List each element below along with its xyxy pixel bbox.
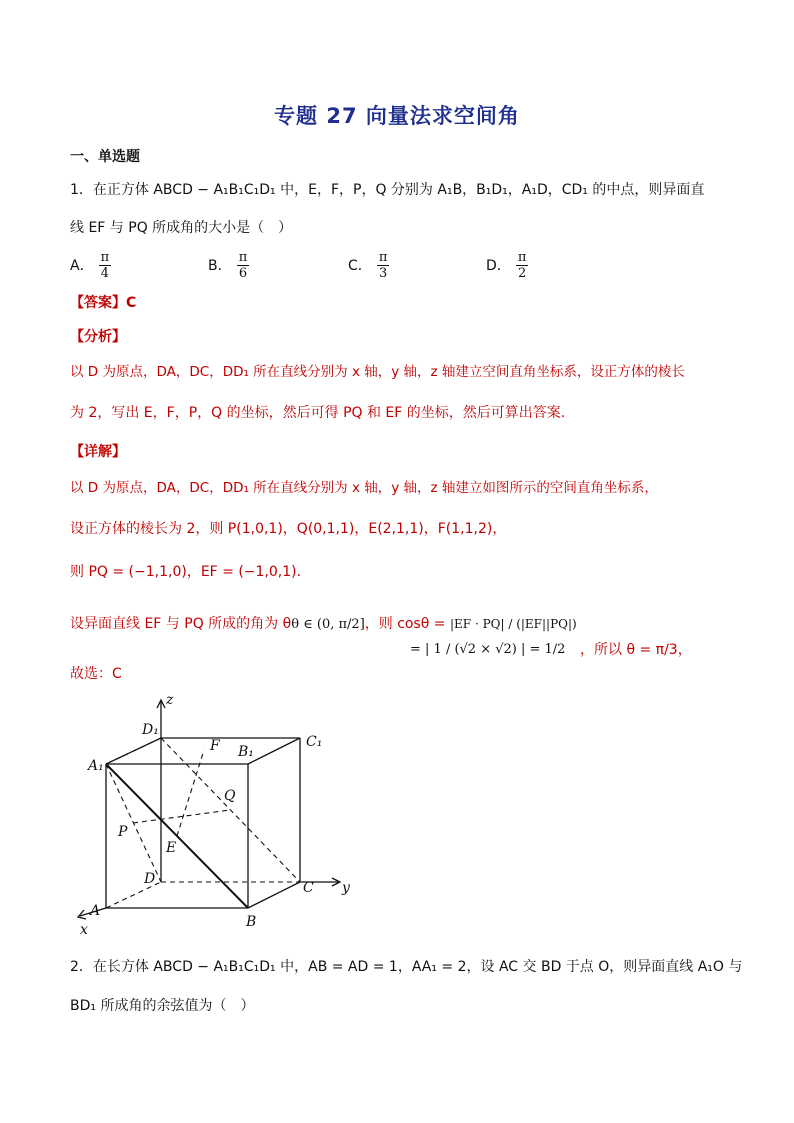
- theta-result: ，所以 θ = π/3，: [580, 642, 692, 658]
- answer-tag: 【答案】C: [70, 295, 137, 311]
- label-D: D: [144, 871, 156, 887]
- label-C1: C₁: [306, 734, 323, 750]
- label-Q: Q: [224, 788, 236, 804]
- conclusion: 故选：C: [70, 666, 122, 682]
- label-x: x: [80, 922, 88, 938]
- q1-option-b: B． $\frac{\pi}{6}$: [208, 250, 248, 281]
- option-b-fraction: $\frac{\pi}{6}$: [238, 250, 248, 281]
- option-a-fraction: $\frac{\pi}{4}$: [100, 250, 110, 281]
- cube-figure: [70, 690, 370, 940]
- q2-stem-line2: BD₁ 所成角的余弦值为（ ）: [70, 998, 255, 1014]
- q1-option-c: C． $\frac{\pi}{3}$: [348, 250, 388, 281]
- cos-result: = | 1 / (√2 × √2) | = 1/2: [410, 642, 566, 657]
- q1-stem-line2: 线 EF 与 PQ 所成角的大小是（ ）: [70, 220, 293, 236]
- q1-option-d: D． $\frac{\pi}{2}$: [486, 250, 527, 281]
- detail-line4: 设异面直线 EF 与 PQ 所成的角为 θθ ∈ (0, π/2]，则 cosθ = |EF · PQ| / (|EF||PQ|): [70, 616, 577, 632]
- q1-stem-line1: 1．在正方体 ABCD − A₁B₁C₁D₁ 中，E，F，P，Q 分别为 A₁B，B₁D₁，A₁D，CD₁ 的中点，则异面直: [70, 182, 705, 198]
- detail-tag: 【详解】: [70, 444, 126, 460]
- detail-line2: 设正方体的棱长为 2，则 P(1,0,1)，Q(0,1,1)，E(2,1,1)，F(1,1,2)，: [70, 521, 507, 537]
- section-heading: 一、单选题: [70, 149, 140, 165]
- label-F: F: [210, 738, 220, 754]
- label-B1: B₁: [238, 744, 254, 760]
- label-A1: A₁: [88, 758, 104, 774]
- label-E: E: [166, 840, 177, 856]
- label-C: C: [303, 880, 314, 896]
- analysis-line2: 为 2，写出 E，F，P，Q 的坐标，然后可得 PQ 和 EF 的坐标，然后可算出答案.: [70, 405, 566, 421]
- label-z: z: [166, 692, 174, 708]
- analysis-tag: 【分析】: [70, 329, 126, 345]
- theta-range: θ ∈ (0, π/2]: [291, 617, 365, 632]
- label-y: y: [342, 880, 350, 896]
- q2-stem-line1: 2．在长方体 ABCD − A₁B₁C₁D₁ 中，AB = AD = 1，AA₁ = 2，设 AC 交 BD 于点 O，则异面直线 A₁O 与: [70, 959, 743, 975]
- analysis-line1: 以 D 为原点，DA，DC，DD₁ 所在直线分别为 x 轴，y 轴，z 轴建立空间直角坐标系，设正方体的棱长: [70, 364, 685, 380]
- detail-line3: 则 PQ = (−1,1,0)，EF = (−1,0,1).: [70, 564, 302, 580]
- option-c-fraction: $\frac{\pi}{3}$: [378, 250, 388, 281]
- option-d-fraction: $\frac{\pi}{2}$: [517, 250, 527, 281]
- label-P: P: [118, 824, 128, 840]
- label-D1: D₁: [142, 722, 159, 738]
- label-A: A: [90, 903, 101, 919]
- detail-line1: 以 D 为原点，DA，DC，DD₁ 所在直线分别为 x 轴，y 轴，z 轴建立如图所示的空间直角坐标系，: [70, 480, 658, 496]
- q1-option-a: A． $\frac{\pi}{4}$: [70, 250, 110, 281]
- label-B: B: [246, 914, 257, 930]
- page-title: 专题 27 向量法求空间角: [274, 104, 520, 128]
- cos-formula: |EF · PQ| / (|EF||PQ|): [450, 617, 577, 631]
